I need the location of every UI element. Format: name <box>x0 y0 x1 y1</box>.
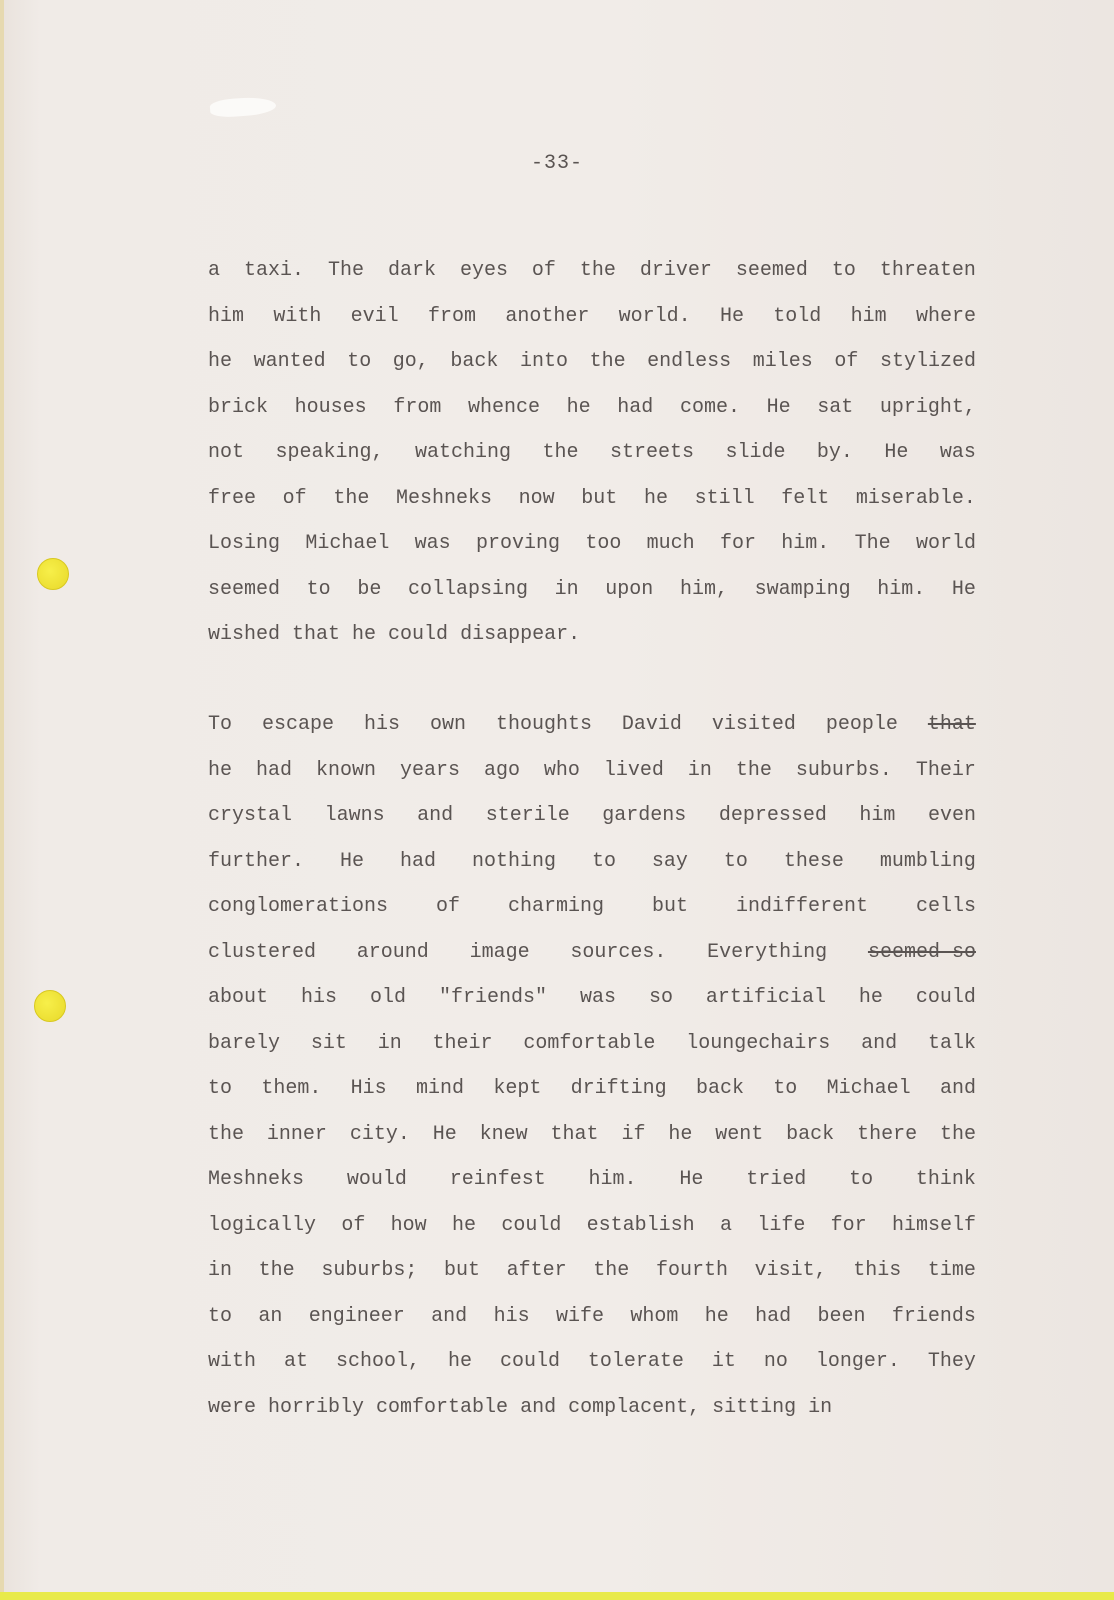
word: streets <box>609 441 694 464</box>
word: the <box>589 350 626 373</box>
word: lived <box>603 758 664 782</box>
word: school, <box>335 1350 420 1373</box>
tape-residue <box>209 96 276 119</box>
word: was <box>579 986 616 1009</box>
word: old <box>369 986 406 1009</box>
word: an <box>258 1304 283 1328</box>
word: him <box>850 304 887 328</box>
word: swamping <box>754 577 851 601</box>
word: seemed <box>735 259 808 282</box>
word: a <box>720 1213 733 1237</box>
word: he <box>643 486 668 510</box>
word: how <box>390 1213 427 1237</box>
word: would <box>346 1168 407 1191</box>
word: world <box>915 532 976 555</box>
word: charming <box>507 895 604 918</box>
word: back <box>450 350 499 373</box>
word: miles <box>752 350 813 373</box>
word: inner <box>266 1122 327 1146</box>
word: engineer <box>308 1304 405 1328</box>
word: dark <box>387 259 436 282</box>
word: but <box>443 1259 480 1282</box>
word: sources. <box>570 940 667 964</box>
word: the <box>542 441 579 464</box>
word: upon <box>605 577 654 601</box>
word: around <box>356 940 429 964</box>
word: Meshneks <box>395 486 492 510</box>
word: from <box>393 395 442 419</box>
word: them. <box>261 1077 322 1100</box>
word: suburbs. <box>795 758 892 782</box>
word: could <box>915 986 976 1009</box>
word: the <box>593 1259 630 1282</box>
text-line <box>208 1021 976 1067</box>
word: disappear. <box>460 623 581 646</box>
word: speaking, <box>275 441 384 464</box>
word: mind <box>415 1077 464 1100</box>
word: he <box>352 623 377 646</box>
word: to <box>849 1168 874 1191</box>
word: They <box>927 1350 976 1373</box>
word: "friends" <box>438 986 547 1009</box>
word: with <box>208 1350 257 1373</box>
word: he <box>704 1304 729 1328</box>
word: own <box>429 713 466 736</box>
paragraph-2 <box>208 702 976 1430</box>
word: this <box>853 1259 902 1282</box>
word: comfortable <box>523 1031 656 1055</box>
text-line <box>208 567 976 613</box>
word: to <box>208 1077 233 1100</box>
word: life <box>757 1213 806 1237</box>
word: the <box>579 259 616 282</box>
word: sat <box>817 395 854 419</box>
word: their <box>432 1031 493 1055</box>
word: conglomerations <box>208 895 389 918</box>
word: him, <box>679 577 728 601</box>
word: he <box>447 1350 472 1373</box>
word: complacent, <box>568 1395 701 1419</box>
text-line <box>208 975 976 1021</box>
word: free <box>208 486 257 510</box>
text-line <box>208 1248 976 1294</box>
text-line <box>208 1112 976 1158</box>
text-line <box>208 702 976 748</box>
text-line <box>208 1157 976 1203</box>
word: indifferent <box>735 895 868 918</box>
text-line <box>208 839 976 885</box>
word: him <box>859 804 896 827</box>
word: logically <box>208 1213 317 1237</box>
word: be <box>357 577 382 601</box>
word: went <box>715 1122 764 1146</box>
word: sterile <box>485 804 570 827</box>
word: kept <box>493 1077 542 1100</box>
word: reinfest <box>449 1168 546 1191</box>
word: that <box>550 1122 599 1146</box>
word: suburbs; <box>321 1259 418 1282</box>
word: Meshneks <box>208 1168 305 1191</box>
word: drifting <box>570 1077 667 1100</box>
word: of <box>834 350 859 373</box>
word: He <box>884 441 909 464</box>
word: seemed <box>208 577 281 601</box>
word: city. <box>349 1122 410 1146</box>
word: stylized <box>879 350 976 373</box>
word: even <box>927 804 976 827</box>
word: and <box>431 1304 468 1328</box>
word: barely <box>208 1031 281 1055</box>
word: to <box>591 849 616 873</box>
word: these <box>783 849 844 873</box>
word: years <box>399 758 460 782</box>
word: he <box>858 986 883 1009</box>
word: The <box>854 532 891 555</box>
text-line <box>208 294 976 340</box>
word: his <box>363 713 400 736</box>
word: Their <box>915 758 976 782</box>
word: go, <box>392 350 429 373</box>
word: of <box>531 259 556 282</box>
text-line <box>208 884 976 930</box>
word: his <box>300 986 337 1009</box>
word: nothing <box>471 849 556 873</box>
word: wanted <box>253 350 326 373</box>
word: after <box>506 1259 567 1282</box>
word: seemed so <box>867 940 976 964</box>
word: still <box>694 486 755 510</box>
word: Everything <box>707 940 828 964</box>
word: crystal <box>208 804 293 827</box>
word: and <box>939 1077 976 1100</box>
word: in <box>808 1395 833 1419</box>
word: talk <box>927 1031 976 1055</box>
text-line <box>208 748 976 794</box>
word: had <box>755 1304 792 1328</box>
word: artificial <box>705 986 826 1009</box>
word: to <box>831 259 856 282</box>
text-line <box>208 930 976 976</box>
word: image <box>469 940 530 964</box>
word: that <box>927 713 976 736</box>
word: He <box>679 1168 704 1191</box>
word: and <box>520 1395 557 1419</box>
word: of <box>341 1213 366 1237</box>
word: He <box>339 849 364 873</box>
word: driver <box>639 259 712 282</box>
word: felt <box>781 486 830 510</box>
word: for <box>719 532 756 555</box>
text-line <box>208 248 976 294</box>
word: clustered <box>208 940 317 964</box>
word: To <box>208 713 233 736</box>
text-line <box>208 1203 976 1249</box>
word: of <box>282 486 307 510</box>
word: he <box>452 1213 477 1237</box>
word: him <box>208 304 245 328</box>
word: he <box>668 1122 693 1146</box>
word: houses <box>294 395 367 419</box>
word: taxi. <box>243 259 304 282</box>
word: could <box>388 623 449 646</box>
text-line <box>208 476 976 522</box>
word: was <box>414 532 451 555</box>
word: he <box>208 350 233 373</box>
word: David <box>621 713 682 736</box>
word: upright, <box>879 395 976 419</box>
word: depressed <box>718 804 827 827</box>
word: friends <box>891 1304 976 1328</box>
word: sitting <box>712 1395 797 1419</box>
word: time <box>927 1259 976 1282</box>
text-line <box>208 1339 976 1385</box>
word: gardens <box>602 804 687 827</box>
word: tolerate <box>587 1350 684 1373</box>
word: and <box>861 1031 898 1055</box>
word: about <box>208 986 269 1009</box>
word: further. <box>208 849 305 873</box>
word: proving <box>475 532 560 555</box>
word: Losing <box>208 532 281 555</box>
word: visited <box>711 713 796 736</box>
word: escape <box>261 713 334 736</box>
word: mumbling <box>879 849 976 873</box>
text-line <box>208 1385 976 1431</box>
word: he <box>566 395 591 419</box>
word: comfortable <box>376 1395 509 1419</box>
word: miserable. <box>855 486 976 510</box>
word: could <box>501 1213 562 1237</box>
word: there <box>857 1122 918 1146</box>
word: him. <box>781 532 830 555</box>
word: back <box>786 1122 835 1146</box>
text-line <box>208 385 976 431</box>
word: His <box>350 1077 387 1100</box>
word: think <box>915 1168 976 1191</box>
word: back <box>695 1077 744 1100</box>
word: He <box>432 1122 457 1146</box>
word: cells <box>915 895 976 918</box>
word: ago <box>483 758 520 782</box>
word: where <box>915 304 976 328</box>
text-line <box>208 793 976 839</box>
word: wished <box>208 623 281 646</box>
word: himself <box>891 1213 976 1237</box>
word: could <box>499 1350 560 1373</box>
word: lawns <box>324 804 385 827</box>
word: thoughts <box>495 713 592 736</box>
word: in <box>377 1031 402 1055</box>
text-line <box>208 339 976 385</box>
word: if <box>621 1122 646 1146</box>
word: in <box>687 758 712 782</box>
binder-hole-marker <box>37 558 69 590</box>
word: not <box>208 441 245 464</box>
word: threaten <box>879 259 976 282</box>
word: but <box>581 486 618 510</box>
text-line <box>208 521 976 567</box>
word: The <box>327 259 364 282</box>
word: by. <box>816 441 853 464</box>
word: he <box>208 758 233 782</box>
word: no <box>763 1350 788 1373</box>
word: sit <box>310 1031 347 1055</box>
word: him. <box>588 1168 637 1191</box>
word: known <box>315 758 376 782</box>
word: visit, <box>754 1259 827 1282</box>
word: to <box>773 1077 798 1100</box>
paper-left-edge <box>0 0 4 1600</box>
word: the <box>333 486 370 510</box>
word: come. <box>679 395 740 419</box>
text-line <box>208 430 976 476</box>
word: told <box>773 304 822 328</box>
word: tried <box>746 1168 807 1191</box>
word: evil <box>350 304 399 328</box>
word: with <box>273 304 322 328</box>
word: so <box>648 986 673 1009</box>
word: slide <box>725 441 786 464</box>
word: people <box>825 713 898 736</box>
word: whom <box>630 1304 679 1328</box>
word: fourth <box>655 1259 728 1282</box>
word: the <box>208 1122 245 1146</box>
word: him. <box>877 577 926 601</box>
word: He <box>766 395 791 419</box>
word: from <box>427 304 476 328</box>
paragraph-1 <box>208 248 976 658</box>
binder-hole-marker <box>34 990 66 1022</box>
word: much <box>646 532 695 555</box>
word: had <box>617 395 654 419</box>
word: who <box>543 758 580 782</box>
word: to <box>723 849 748 873</box>
word: but <box>651 895 688 918</box>
word: brick <box>208 395 269 419</box>
word: He <box>719 304 744 328</box>
word: had <box>399 849 436 873</box>
word: of <box>436 895 461 918</box>
word: to <box>306 577 331 601</box>
word: that <box>292 623 341 646</box>
word: for <box>830 1213 867 1237</box>
word: were <box>208 1395 257 1419</box>
word: and <box>417 804 454 827</box>
word: to <box>208 1304 233 1328</box>
word: in <box>554 577 579 601</box>
word: horribly <box>268 1395 365 1419</box>
word: a <box>208 259 221 282</box>
text-line <box>208 1066 976 1112</box>
paper-bottom-edge <box>0 1592 1114 1600</box>
word: endless <box>647 350 732 373</box>
word: Michael <box>826 1077 911 1100</box>
word: too <box>585 532 622 555</box>
word: wife <box>555 1304 604 1328</box>
word: at <box>283 1350 308 1373</box>
word: loungechairs <box>686 1031 831 1055</box>
word: his <box>493 1304 530 1328</box>
word: He <box>951 577 976 601</box>
word: to <box>347 350 372 373</box>
text-line <box>208 612 976 658</box>
word: the <box>735 758 772 782</box>
word: it <box>711 1350 736 1373</box>
word: eyes <box>459 259 508 282</box>
word: say <box>651 849 688 873</box>
word: collapsing <box>407 577 528 601</box>
word: been <box>817 1304 866 1328</box>
word: watching <box>414 441 511 464</box>
word: the <box>939 1122 976 1146</box>
word: whence <box>467 395 540 419</box>
word: longer. <box>815 1350 900 1373</box>
word: was <box>939 441 976 464</box>
word: the <box>258 1259 295 1282</box>
word: establish <box>586 1213 695 1237</box>
word: knew <box>479 1122 528 1146</box>
word: world. <box>618 304 691 328</box>
text-line <box>208 1294 976 1340</box>
word: Michael <box>305 532 390 555</box>
page-number: -33- <box>530 152 583 175</box>
word: had <box>255 758 292 782</box>
word: now <box>518 486 555 510</box>
word: in <box>208 1259 233 1282</box>
word: into <box>519 350 568 373</box>
word: another <box>505 304 590 328</box>
